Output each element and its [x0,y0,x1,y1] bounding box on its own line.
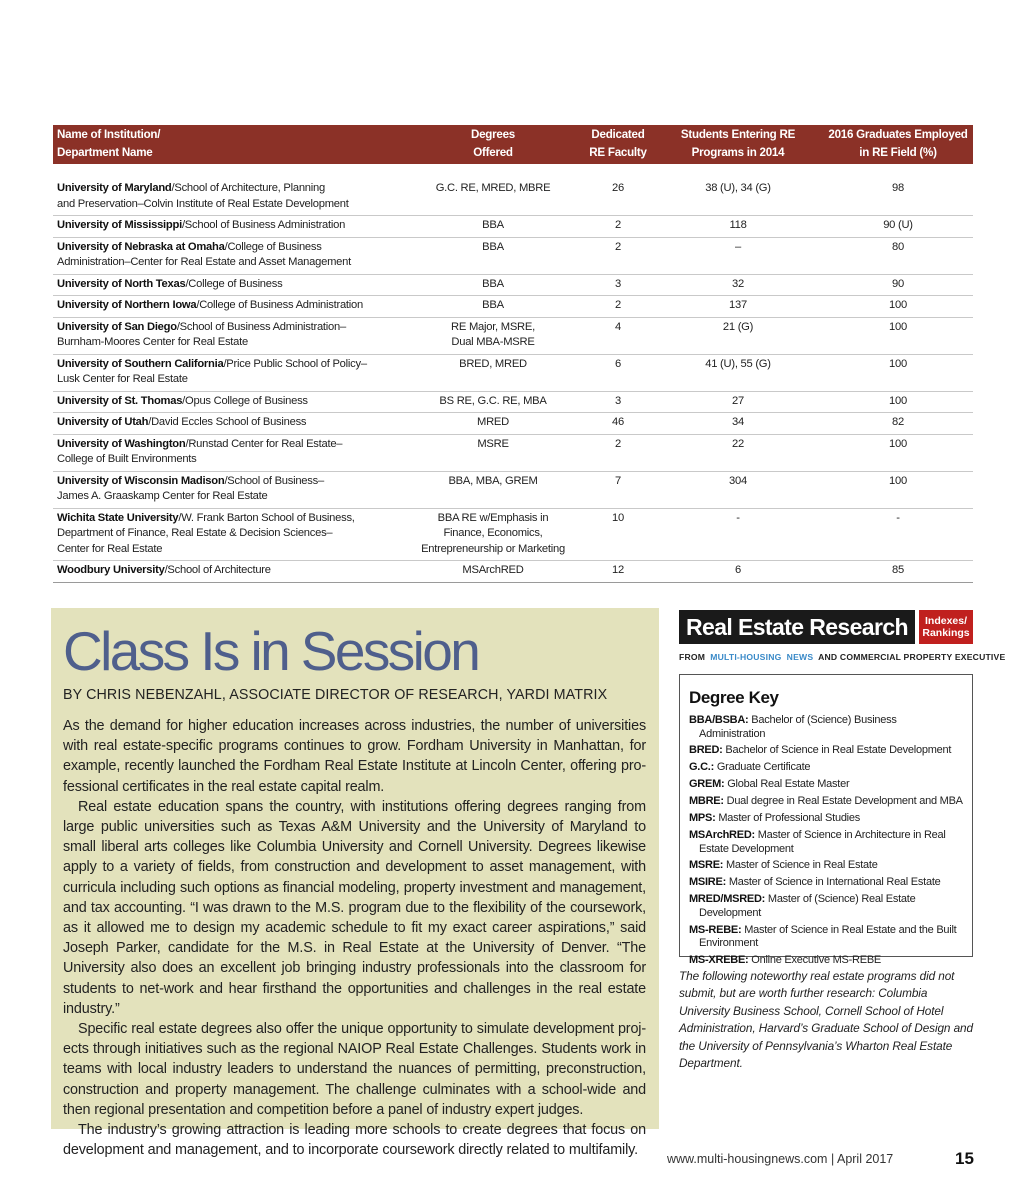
article-paragraph: Specific real estate degrees also offer the unique opportunity to simulate development proj-ects through initiatives such as the regional NAIOP Real Estate Challenges. Students work in teams with local industry leaders to understand the nuances of permitting, preconstruction, construction and property management. The challenge culminates with a school-wide and then regional presentation and competition before a panel of industry expert judges. [63,1021,646,1118]
degree-key-item [689,859,964,873]
institution-name: University of Maryland [57,182,172,194]
cell-students: 32 [653,274,823,296]
cell-students: 6 [653,561,823,583]
degree-line: G.C. RE, MRED, MBRE [435,182,551,194]
department-name: /School of Business– [224,474,324,487]
institution-name: University of San Diego [57,320,177,333]
institution-name: University of North Texas [57,277,186,290]
degree-key-item [689,954,964,968]
article-byline: BY CHRIS NEBENZAHL, ASSOCIATE DIRECTOR OF RESEARCH, YARDI MATRIX [63,687,608,703]
department-name-cont: Center for Real Estate [57,542,163,555]
degree-meaning: Global Real Estate Master [727,778,850,791]
banner-tag-line: Indexes/ [924,615,968,627]
institution-name: Wichita State University [57,511,179,524]
banner-source [679,652,1005,662]
degree-abbr: MSRE: [689,859,724,872]
article-paragraph: Real estate education spans the country, with institutions offering degrees ranging from large public universities such as Texas A&M University and the University of Maryland to small liberal arts colleges like Columbia University and Cornell University. Degrees likewise apply to a variety of fields, from construction and development to asset management, with curricula including such options as financial modeling, property investment and management, and tax accounting. “I was drawn to the M.S. program due to the flexibility of the coursework, as it allowed me to design my academic schedule to fit my exact career aspirations,” said Joseph Parker, candidate for the M.S. in Real Estate at the University of Denver. “The University also does an excellent job bringing industry professionals into the classroom for students to net-work and hear firsthand the opportunities and challenges in the real estate industry.” [63,798,646,1017]
degree-meaning: Online Executive MS-REBE [751,954,882,967]
institution-name: University of Wisconsin Madison [57,474,225,487]
degree-key-item [689,714,964,741]
degree-key-item [689,744,964,758]
banner-title: Real Estate Research [679,610,915,644]
table-row [53,391,973,413]
note-text: The following noteworthy real estate programs did not submit, but are worth further research: Columbia University Business School, Cornell School of Hotel Administration, Harvard’s Graduate School of Design and the University of Pennsylvania’s Wharton Real Estate Department. [679,969,973,1071]
cell-graduates: 100 [823,317,973,354]
cell-students: - [653,508,823,561]
cell-faculty: 26 [583,164,653,216]
table-row [53,274,973,296]
degree-abbr: MS-XREBE: [689,954,749,967]
cell-institution [53,237,403,274]
cell-institution [53,434,403,471]
source-rest: AND COMMERCIAL PROPERTY EXECUTIVE [818,652,1006,662]
cell-degrees [403,237,583,274]
department-name: /College of Business [185,277,283,290]
degree-meaning: Master of Science in Real Estate [726,859,878,872]
degree-key-item [689,761,964,775]
article-paragraph: As the demand for higher education increases across industries, the number of universities with real estate-specific programs continues to grow. Fordham University in Manhattan, for example, recently launched the Fordham Real Estate Institute at Lincoln Center, offering pro-fessional certificates in the real estate capital realm. [63,718,646,795]
cell-degrees [403,561,583,583]
department-name: /College of Business Administration [196,299,363,311]
table-row [53,471,973,508]
table-row [53,434,973,471]
cell-institution [53,296,403,318]
real-estate-research-banner [679,610,973,644]
cell-graduates: - [823,508,973,561]
cell-graduates: 82 [823,413,973,435]
cell-institution [53,413,403,435]
cell-students: 38 (U), 34 (G) [653,164,823,216]
header-faculty: Dedicated RE Faculty [583,125,653,164]
cell-students: 41 (U), 55 (G) [653,354,823,391]
department-name: /School of Architecture, Planning [171,182,325,194]
article-body [63,716,646,1160]
degree-meaning: Master of Science in Architecture in Real Estate Development [699,828,946,855]
cell-graduates: 90 (U) [823,216,973,238]
table-row [53,354,973,391]
table-row [53,317,973,354]
degree-line: BBA [482,240,504,253]
department-name: /David Eccles School of Business [148,416,307,428]
cell-degrees [403,391,583,413]
header-students: Students Entering RE Programs in 2014 [653,125,823,164]
source-from: FROM [679,652,706,662]
degree-key-list [689,714,964,968]
degree-key-item [689,778,964,792]
department-name-cont: and Preservation–Colvin Institute of Real Estate Development [57,197,349,210]
cell-institution [53,471,403,508]
table-row [53,164,973,216]
cell-faculty: 12 [583,561,653,583]
cell-faculty: 2 [583,237,653,274]
cell-students: 137 [653,296,823,318]
table-row [53,237,973,274]
article-panel [51,608,659,1159]
degree-line: MRED [477,416,509,428]
cell-graduates: 100 [823,354,973,391]
degree-key-item [689,924,964,951]
degree-abbr: BBA/BSBA: [689,714,749,726]
degree-line: MSRE [477,437,509,450]
degree-abbr: G.C.: [689,761,715,774]
degree-abbr: MSArchRED: [689,828,755,841]
department-name: /Opus College of Business [182,394,308,407]
cell-degrees [403,413,583,435]
header-degrees: Degrees Offered [403,125,583,164]
degree-abbr: BRED: [689,744,723,757]
cell-graduates: 100 [823,434,973,471]
cell-graduates: 98 [823,164,973,216]
cell-faculty: 6 [583,354,653,391]
degree-abbr: MSIRE: [689,876,726,889]
cell-students: 22 [653,434,823,471]
cell-institution [53,164,403,216]
cell-institution [53,561,403,583]
table-row [53,216,973,238]
institution-name: University of Northern Iowa [57,299,197,311]
degree-key-title: Degree Key [689,688,779,707]
cell-faculty: 46 [583,413,653,435]
institution-name: University of Mississippi [57,219,182,231]
footer-url-date: www.multi-housingnews.com | April 2017 [667,1152,894,1166]
degree-abbr: GREM: [689,778,725,791]
cell-degrees [403,216,583,238]
institution-name: University of Washington [57,437,186,450]
banner-tag-line: Rankings [922,627,970,639]
department-name: /Runstad Center for Real Estate– [185,437,343,450]
degree-meaning: Dual degree in Real Estate Development and MBA [726,795,963,808]
cell-institution [53,317,403,354]
department-name: /School of Business Administration– [176,320,346,333]
department-name: /College of Business [224,240,322,253]
department-name-cont: James A. Graaskamp Center for Real Estate [57,490,268,502]
source-multihousing: MULTI-HOUSING [710,652,782,662]
cell-students: 118 [653,216,823,238]
degree-line: BBA [482,219,504,231]
institution-name: University of Southern California [57,357,224,370]
institution-name: University of Nebraska at Omaha [57,240,225,253]
cell-faculty: 2 [583,296,653,318]
degree-line: Entrepreneurship or Marketing [421,542,565,555]
table-body [53,164,973,582]
degree-abbr: MRED/MSRED: [689,893,766,906]
degree-abbr: MBRE: [689,795,724,808]
degree-meaning: Master of (Science) Real Estate Development [699,893,916,919]
cell-students: 34 [653,413,823,435]
degree-line: Finance, Economics, [443,527,543,539]
header-graduates: 2016 Graduates Employed in RE Field (%) [823,125,973,164]
institution-name: Woodbury University [57,564,165,576]
cell-degrees [403,164,583,216]
table-row [53,508,973,561]
degree-line: MSArchRED [462,564,524,576]
department-name: /School of Architecture [164,564,271,576]
cell-faculty: 2 [583,434,653,471]
cell-degrees [403,508,583,561]
degree-meaning: Master of Science in International Real Estate [728,876,941,889]
department-name-cont: College of Built Environments [57,453,197,465]
degree-key-item [689,829,964,856]
article-paragraph: The industry’s growing attraction is leading more schools to create degrees that focus on development and management, and to incorporate coursework directly related to multifamily. [63,1122,646,1159]
cell-degrees [403,434,583,471]
table-row [53,561,973,583]
degree-abbr: MS-REBE: [689,923,742,936]
degree-key-item [689,795,964,809]
degree-abbr: MPS: [689,812,716,825]
degree-meaning: Bachelor of (Science) Business Administration [699,714,897,740]
degree-line: BS RE, G.C. RE, MBA [439,394,547,407]
cell-students: 27 [653,391,823,413]
department-name: /W. Frank Barton School of Business, [178,511,355,524]
cell-degrees [403,296,583,318]
cell-students: 304 [653,471,823,508]
institution-name: University of Utah [57,416,149,428]
cell-faculty: 7 [583,471,653,508]
cell-degrees [403,274,583,296]
department-name-cont: Lusk Center for Real Estate [57,373,188,385]
cell-graduates: 100 [823,391,973,413]
cell-institution [53,391,403,413]
degree-line: RE Major, MSRE, [451,320,535,333]
cell-faculty: 3 [583,391,653,413]
cell-degrees [403,317,583,354]
cell-degrees [403,471,583,508]
degree-key-item [689,893,964,920]
table-row [53,413,973,435]
degree-meaning: Master of Science in Real Estate and the Built Environment [699,923,957,950]
cell-graduates: 90 [823,274,973,296]
cell-faculty: 3 [583,274,653,296]
degree-line: BBA, MBA, GREM [448,474,538,487]
cell-institution [53,274,403,296]
degree-line: Dual MBA-MSRE [451,336,535,348]
header-institution: Name of Institution/ Department Name [53,125,403,164]
cell-graduates: 100 [823,471,973,508]
department-name-cont: Department of Finance, Real Estate & Decision Sciences– [57,527,333,539]
degree-line: BBA [482,277,504,290]
cell-graduates: 85 [823,561,973,583]
article-title: Class Is in Session [63,620,479,682]
institution-name: University of St. Thomas [57,394,183,407]
degree-key-item [689,812,964,826]
cell-graduates: 100 [823,296,973,318]
cell-degrees [403,354,583,391]
page-number: 15 [955,1149,974,1168]
department-name-cont: Administration–Center for Real Estate and Asset Management [57,256,351,268]
degree-meaning: Master of Professional Studies [718,812,860,825]
source-news: NEWS [786,652,814,662]
department-name: /School of Business Administration [181,219,346,231]
cell-institution [53,216,403,238]
banner-tag [919,610,973,644]
table-header [53,125,973,164]
degree-meaning: Graduate Certificate [716,761,811,774]
degree-line: BBA [482,299,504,311]
cell-faculty: 4 [583,317,653,354]
cell-faculty: 2 [583,216,653,238]
degree-key-item [689,876,964,890]
cell-graduates: 80 [823,237,973,274]
cell-students: 21 (G) [653,317,823,354]
degree-line: BBA RE w/Emphasis in [437,511,549,524]
cell-institution [53,354,403,391]
programs-table [53,125,973,583]
table-row [53,296,973,318]
department-name: /Price Public School of Policy– [223,357,367,370]
cell-students: – [653,237,823,274]
department-name-cont: Burnham-Moores Center for Real Estate [57,336,248,348]
degree-line: BRED, MRED [459,357,527,370]
cell-faculty: 10 [583,508,653,561]
degree-meaning: Bachelor of Science in Real Estate Development [725,744,952,757]
cell-institution [53,508,403,561]
degree-key-box [679,674,973,967]
